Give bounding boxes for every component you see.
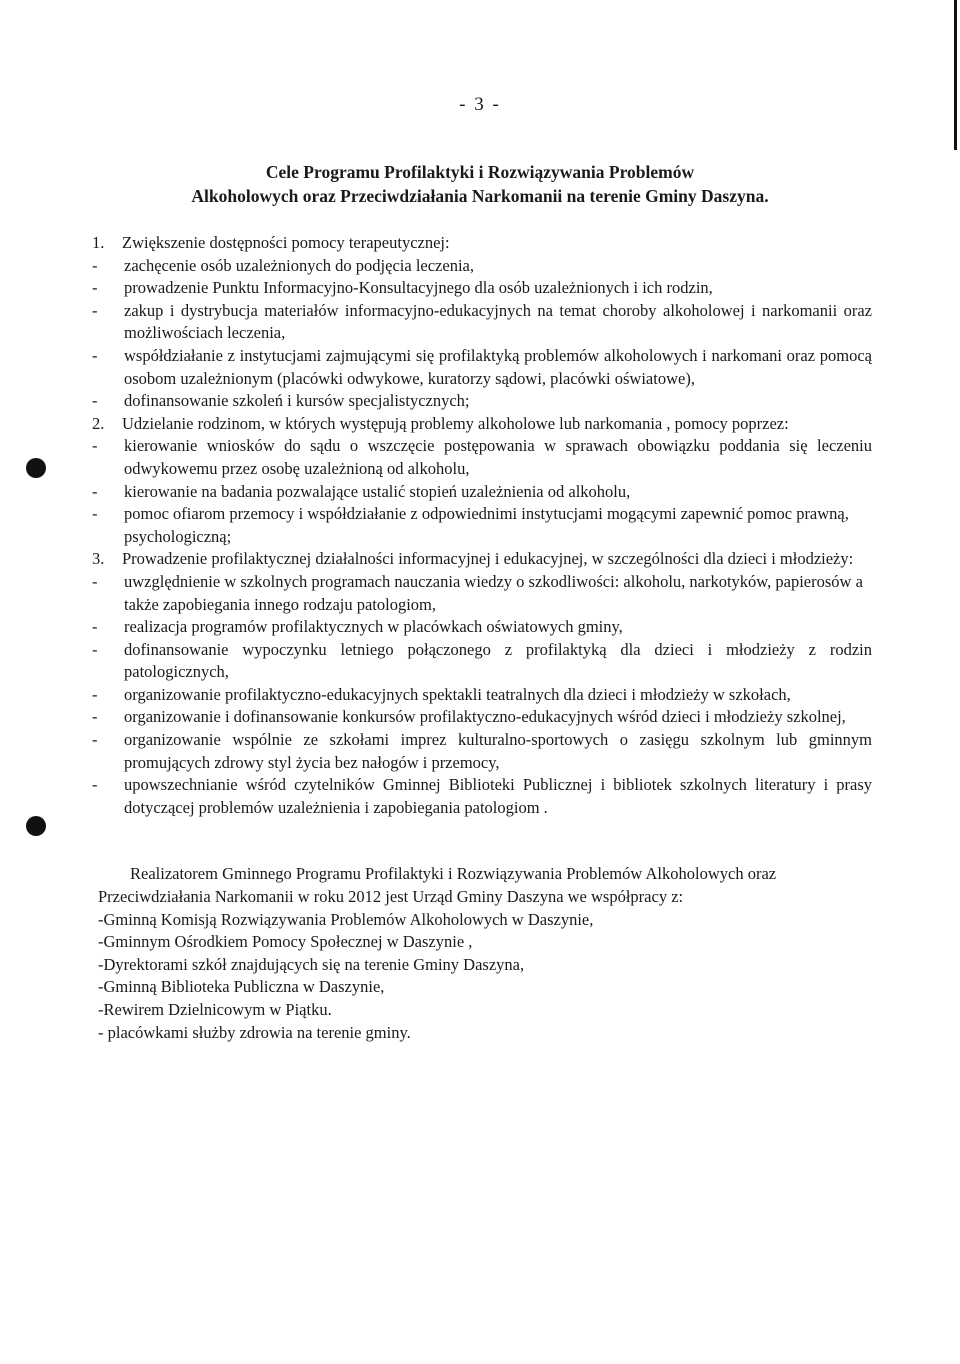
title-line-2: Alkoholowych oraz Przeciwdziałania Narkomanii na terenie Gminy Daszyna. (191, 186, 769, 206)
section-1 (92, 232, 872, 255)
bullet-dash: - (92, 617, 98, 637)
list-item (92, 571, 872, 616)
bullet-dash: - (92, 571, 98, 591)
list-item-text: zakup i dystrybucja materiałów informacyjno-edukacyjnych na temat choroby alkoholowej i narkomanii oraz możliwościach leczenia, (124, 300, 872, 343)
list-item (92, 639, 872, 684)
list-item-text: upowszechnianie wśród czytelników Gminnej Biblioteki Publicznej i bibliotek szkolnych literatury i prasy dotyczącej problemów uzależnienia i zapobiegania patologiom . (124, 775, 872, 817)
partner-item: -Gminną Komisją Rozwiązywania Problemów Alkoholowych w Daszynie, (98, 909, 594, 929)
document-body (92, 232, 872, 1044)
list-item-text: realizacja programów profilaktycznych w placówkach oświatowych gminy, (124, 617, 623, 637)
bullet-dash: - (92, 684, 98, 704)
list-item-text: zachęcenie osób uzależnionych do podjęcia leczenia, (124, 255, 474, 275)
closing-paragraph: Realizatorem Gminnego Programu Profilaktyki i Rozwiązywania Problemów Alkoholowych oraz Przeciwdziałania Narkomanii w roku 2012 jest Urząd Gminy Daszyna we współpracy z: (98, 864, 777, 907)
scan-edge-line (954, 0, 957, 150)
bullet-dash: - (92, 504, 98, 524)
list-item-text: dofinansowanie wypoczynku letniego połączonego z profilaktyką dla dzieci i młodzieży z rodzin patologicznych, (124, 639, 872, 682)
section-heading: Prowadzenie profilaktycznej działalności informacyjnej i edukacyjnej, w szczególności dla dzieci i młodzieży: (122, 549, 854, 569)
list-item-text: organizowanie i dofinansowanie konkursów profilaktyczno-edukacyjnych wśród dzieci i młodzieży szkolnej, (124, 707, 846, 727)
closing-section (92, 863, 872, 1044)
partner-item: -Gminną Biblioteka Publiczna w Daszynie, (98, 977, 385, 997)
bullet-dash: - (92, 255, 98, 275)
section-number: 2. (92, 413, 105, 433)
list-item (92, 616, 872, 639)
list-item (92, 729, 872, 774)
list-item (92, 277, 872, 300)
list-item-text: organizowanie profilaktyczno-edukacyjnych spektakli teatralnych dla dzieci i młodzieży w szkołach, (124, 684, 791, 704)
list-item (92, 706, 872, 729)
section-3 (92, 548, 872, 571)
list-item-text: prowadzenie Punktu Informacyjno-Konsultacyjnego dla osób uzależnionych i ich rodzin, (124, 278, 713, 298)
section-2 (92, 413, 872, 436)
list-item-text: uwzględnienie w szkolnych programach nauczania wiedzy o szkodliwości: alkoholu, narkotyków, papierosów a także zapobiegania innego rodzaju patologiom, (124, 571, 863, 614)
list-item (92, 300, 872, 345)
bullet-dash: - (92, 730, 98, 750)
bullet-dash: - (92, 775, 98, 795)
bullet-dash: - (92, 300, 98, 320)
section-number: 3. (92, 549, 105, 569)
partner-item: -Rewirem Dzielnicowym w Piątku. (98, 1000, 332, 1019)
list-item (92, 345, 872, 390)
page-number: - 3 - (459, 94, 501, 115)
list-item-text: organizowanie wspólnie ze szkołami imprez kulturalno-sportowych o zasięgu szkolnym lub gminnym promujących zdrowy styl życia bez nałogów i przemocy, (124, 730, 872, 772)
section-number: 1. (92, 233, 105, 252)
list-item (92, 684, 872, 707)
list-item (92, 255, 872, 278)
bullet-dash: - (92, 345, 98, 365)
title-line-1: Cele Programu Profilaktyki i Rozwiązywania Problemów (265, 162, 695, 182)
list-item (92, 435, 872, 480)
list-item-text: współdziałanie z instytucjami zajmującymi się profilaktyką problemów alkoholowych i narkomani oraz pomocą osobom uzależnionym (placówki odwykowe, kuratorzy sądowi, placówki oświatowe), (124, 345, 872, 388)
list-item (92, 503, 872, 548)
bullet-dash: - (92, 278, 98, 298)
bullet-dash: - (92, 391, 98, 411)
bullet-dash: - (92, 639, 98, 659)
list-item (92, 774, 872, 819)
bullet-dash: - (92, 436, 98, 456)
bullet-dash: - (92, 707, 98, 727)
bullet-dash: - (92, 481, 98, 501)
list-item-text: dofinansowanie szkoleń i kursów specjalistycznych; (124, 391, 470, 411)
list-item-text: pomoc ofiarom przemocy i współdziałanie z odpowiednimi instytucjami mogącymi zapewnić pomoc prawną, psychologiczną; (124, 504, 849, 546)
list-item (92, 481, 872, 504)
document-title (0, 160, 960, 208)
list-item-text: kierowanie na badania pozwalające ustalić stopień uzależnienia od alkoholu, (124, 481, 631, 501)
list-item (92, 390, 872, 413)
section-heading: Udzielanie rodzinom, w których występują problemy alkoholowe lub narkomania , pomocy poprzez: (122, 413, 789, 433)
partner-item: -Dyrektorami szkół znajdujących się na terenie Gminy Daszyna, (98, 954, 525, 974)
partner-item: - placówkami służby zdrowia na terenie gminy. (98, 1022, 411, 1042)
punch-hole-bottom (26, 816, 46, 836)
section-heading: Zwiększenie dostępności pomocy terapeutycznej: (122, 233, 450, 252)
punch-hole-top (26, 458, 46, 478)
list-item-text: kierowanie wniosków do sądu o wszczęcie postępowania w sprawach obowiązku poddania się leczeniu odwykowemu przez osobę uzależnioną od alkoholu, (124, 436, 872, 478)
partner-item: -Gminnym Ośrodkiem Pomocy Społecznej w Daszynie , (98, 932, 473, 952)
